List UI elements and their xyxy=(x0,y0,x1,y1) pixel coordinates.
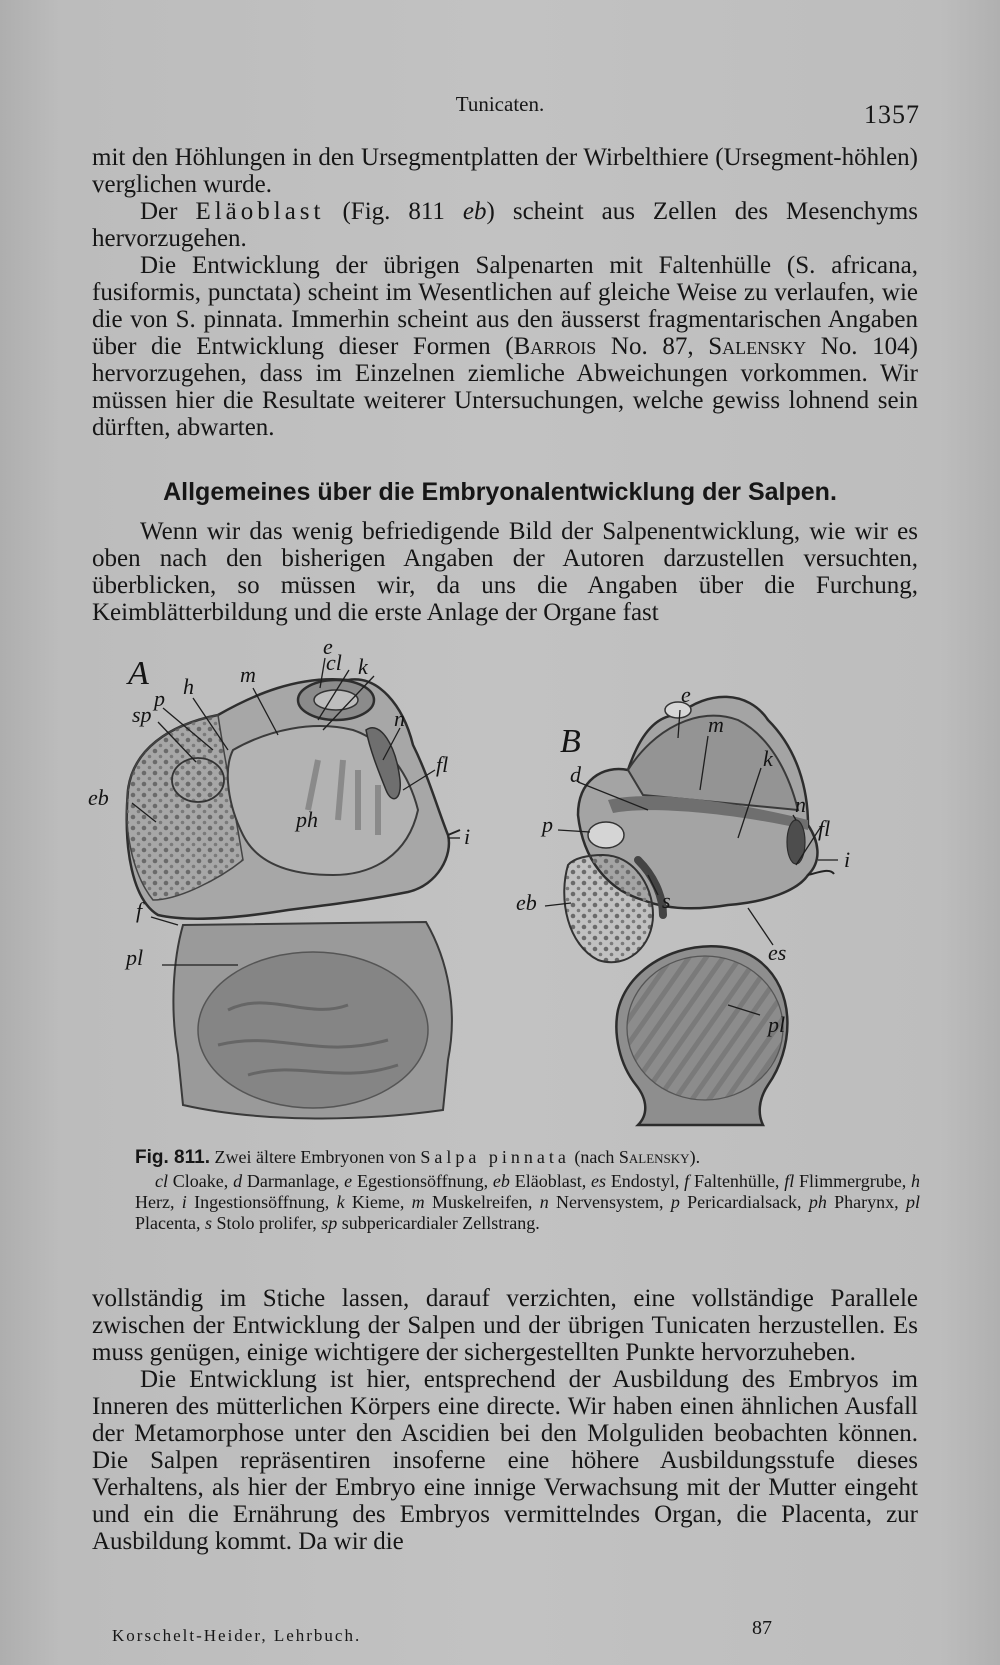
label-panel-b: B xyxy=(560,723,581,760)
paragraph-5: vollständig im Stiche lassen, darauf verzichten, eine vollständige Parallele zwischen der Entwicklung der Salpen und der übrigen Tunicaten herzustellen. Es muss genügen, einige wichtigere der sichergestellten Punkte hervorzuheben. xyxy=(92,1285,918,1366)
embryo-b-nerve xyxy=(787,820,805,864)
label-a-m: m xyxy=(240,662,256,687)
label-b-k: k xyxy=(763,746,773,771)
label-b-pl: pl xyxy=(768,1012,786,1037)
label-b-s: s xyxy=(662,888,671,913)
figure-caption xyxy=(135,1147,920,1234)
label-b-p: p xyxy=(542,812,553,837)
label-a-n: n xyxy=(394,706,405,731)
caption-fig-label: Fig. 811. xyxy=(135,1147,210,1168)
label-b-fl: fl xyxy=(818,816,831,841)
label-b-n: n xyxy=(795,792,806,817)
section-heading: Allgemeines über die Embryonalentwicklung der Salpen. xyxy=(163,478,837,506)
label-a-sp: sp xyxy=(132,702,152,727)
label-b-m: m xyxy=(708,712,724,737)
caption-title: Fig. 811. Zwei ältere Embryonen von Salpa pinnata (nach Salensky). xyxy=(135,1147,701,1168)
caption-author: Salensky xyxy=(618,1147,690,1167)
embryo-a-heart xyxy=(172,758,224,802)
footer-signature: 87 xyxy=(752,1617,772,1639)
embryo-a-placenta-core xyxy=(198,952,428,1108)
caption-key: cl Cloake, d Darmanlage, e Egestionsöffnung, eb Eläoblast, es Endostyl, f Faltenhülle, fl Flimmergrube, h Herz, i Ingestionsöffnung, k Kieme, m Muskelreifen, n Nervensystem, p Pericardialsack, ph Pharynx, pl Placenta, s Stolo prolifer, sp subpericardialer Zellstrang. xyxy=(135,1171,921,1233)
label-a-fl: fl xyxy=(436,752,449,777)
label-b-es: es xyxy=(768,940,787,965)
label-a-eb: eb xyxy=(88,785,109,810)
text-block-bottom xyxy=(92,1285,918,1555)
page-number: 1357 xyxy=(864,100,920,129)
paragraph-1: mit den Höhlungen in den Ursegmentplatten der Wirbelthiere (Ursegment-höhlen) verglichen wurde. xyxy=(92,144,918,198)
label-a-i: i xyxy=(464,824,471,849)
text-block-top xyxy=(92,144,918,441)
label-b-eb: eb xyxy=(516,890,537,915)
figure-811 xyxy=(88,634,928,1125)
label-a-ph: ph xyxy=(296,807,318,832)
embryo-b-pericardium xyxy=(588,822,624,848)
embryo-b-drawing xyxy=(564,697,834,1125)
paragraph-4: Wenn wir das wenig befriedigende Bild der Salpenentwicklung, wie wir es oben nach den bisherigen Angaben der Autoren darzustellen versuchten, überblicken, so müssen wir, da uns die Angaben über die Furchung, Keimblätterbildung und die erste Anlage der Organe fast xyxy=(92,518,918,626)
text-block-middle xyxy=(92,518,918,626)
author-salensky: Salensky xyxy=(708,333,807,360)
label-a-h: h xyxy=(183,674,194,699)
label-a-p: p xyxy=(154,686,165,711)
label-a-k: k xyxy=(358,654,368,679)
author-barrois: Barrois xyxy=(513,333,597,360)
term-elaeoblast: Eläoblast xyxy=(195,198,325,225)
label-b-d: d xyxy=(570,762,581,787)
label-b-e: e xyxy=(681,682,691,707)
caption-species: Salpa pinnata xyxy=(420,1147,570,1167)
label-a-e: e xyxy=(323,634,333,659)
label-a-cl: cl xyxy=(326,650,342,675)
label-b-i: i xyxy=(844,847,851,872)
paragraph-2: Der Eläoblast (Fig. 811 eb) scheint aus Zellen des Mesenchyms hervorzugehen. xyxy=(92,198,918,252)
label-a-f: f xyxy=(136,898,143,923)
label-panel-a: A xyxy=(128,655,149,692)
label-a-pl: pl xyxy=(126,945,144,970)
embryo-a-drawing xyxy=(127,679,460,1118)
figure-illustration xyxy=(88,634,928,1125)
running-head: Tunicaten. xyxy=(455,92,545,116)
footer-book-title: Korschelt-Heider, Lehrbuch. xyxy=(112,1626,362,1645)
paragraph-3: Die Entwicklung der übrigen Salpenarten mit Faltenhülle (S. africana, fusiformis, punctata) scheint im Wesentlichen auf gleiche Weise zu verlaufen, wie die von S. pinnata. Immerhin scheint aus den äusserst fragmentarischen Angaben über die Entwicklung dieser Formen (Barrois No. 87, Salensky No. 104) hervorzugehen, dass im Einzelnen ziemliche Abweichungen vorkommen. Wir müssen hier die Resultate weiterer Untersuchungen, welche gewiss lohnend sein dürften, abwarten. xyxy=(92,252,918,441)
paragraph-6: Die Entwicklung ist hier, entsprechend der Ausbildung des Embryos im Inneren des mütterlichen Körpers eine directe. Wir haben einen ähnlichen Ausfall der Metamorphose unter den Ascidien bei den Molguliden beobachten können. Die Salpen repräsentiren insoferne eine höhere Ausbildungsstufe dieses Verhaltens, als hier der Embryo eine innige Verwachsung mit der Mutter eingeht und ein die Ernährung des Embryos vermittelndes Organ, die Placenta, zur Ausbildung kommt. Da wir die xyxy=(92,1366,918,1555)
